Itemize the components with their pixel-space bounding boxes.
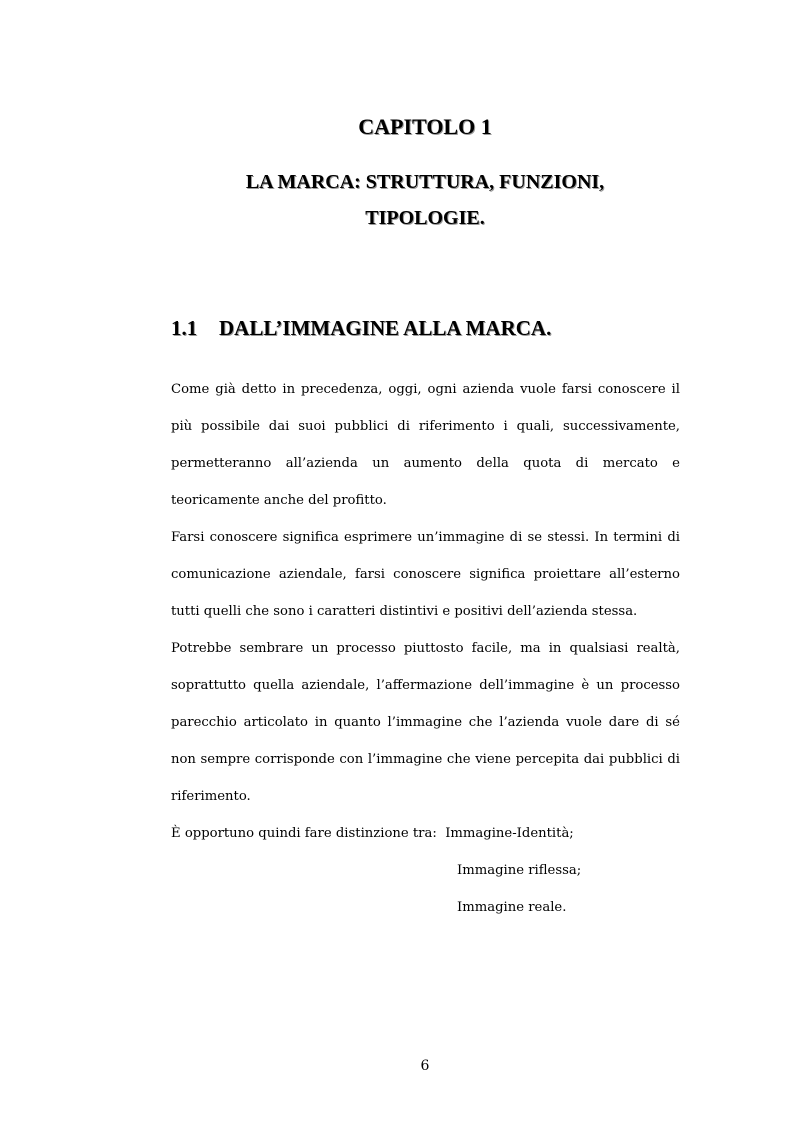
chapter-title: CAPITOLO 1 (358, 114, 492, 139)
section-heading (171, 316, 551, 341)
distinction-intro: È opportuno quindi fare distinzione tra: (171, 826, 437, 841)
chapter-subtitle-line-1: LA MARCA: STRUTTURA, FUNZIONI, (245, 171, 605, 193)
section-title: DALL’IMMAGINE ALLA MARCA. (219, 316, 552, 340)
distinction-item-3: Immagine reale. (457, 900, 567, 915)
chapter-subtitle-line-2: TIPOLOGIE. (365, 207, 485, 229)
body-text (171, 371, 680, 926)
paragraph-2: Farsi conoscere significa esprimere un’immagine di se stessi. In termini di comunicazione aziendale, farsi conoscere significa proiettare all’esterno tutti quelli che sono i caratteri distintivi e positivi dell’azienda stessa. (171, 530, 680, 619)
paragraph-1: Come già detto in precedenza, oggi, ogni azienda vuole farsi conoscere il più possibile dai suoi pubblici di riferimento i quali, successivamente, permetteranno all’azienda un aumento della quota di mercato e teoricamente anche del profitto. (171, 382, 680, 508)
distinction-item-2: Immagine riflessa; (457, 863, 582, 878)
section-number: 1.1 (171, 316, 198, 340)
distinction-row (171, 815, 680, 852)
paragraph-3: Potrebbe sembrare un processo piuttosto facile, ma in qualsiasi realtà, soprattutto quella aziendale, l’affermazione dell’immagine è un processo parecchio articolato in quanto l’immagine che l’azienda vuole dare di sé non sempre corrisponde con l’immagine che viene percepita dai pubblici di riferimento. (171, 641, 680, 804)
distinction-item-1: Immagine-Identità; (445, 826, 574, 841)
page-number: 6 (420, 1058, 430, 1074)
